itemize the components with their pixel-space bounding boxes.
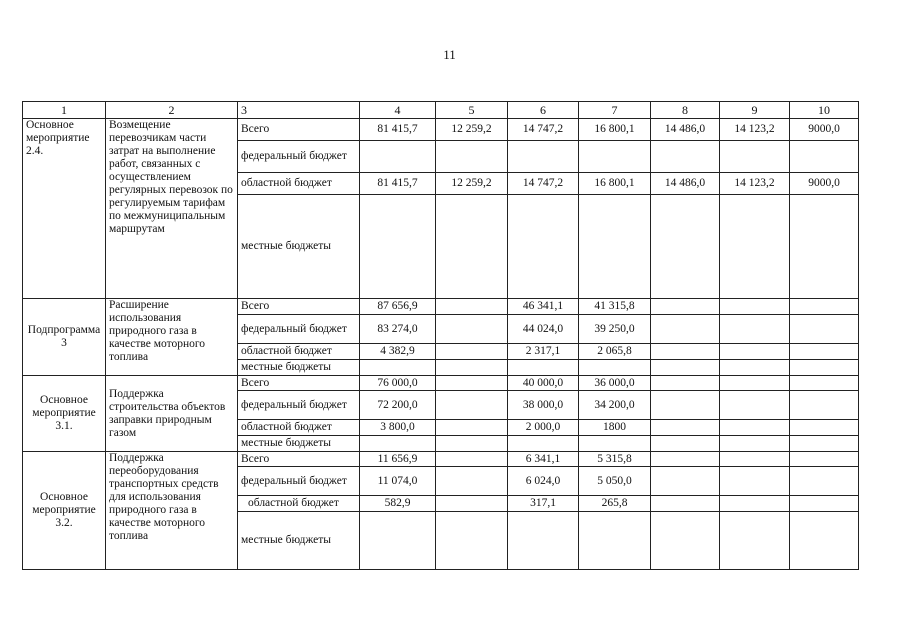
value-cell: [436, 436, 508, 452]
value-cell: [720, 512, 790, 570]
value-cell: [651, 496, 720, 512]
value-cell: 16 800,1: [579, 119, 651, 141]
funding-source: областной бюджет: [238, 344, 360, 360]
value-cell: [579, 141, 651, 173]
value-cell: 582,9: [360, 496, 436, 512]
value-cell: [436, 512, 508, 570]
value-cell: 34 200,0: [579, 391, 651, 420]
funding-source: местные бюджеты: [238, 512, 360, 570]
funding-source: областной бюджет: [238, 420, 360, 436]
value-cell: [720, 391, 790, 420]
value-cell: [508, 360, 579, 376]
funding-source: Всего: [238, 299, 360, 315]
value-cell: 14 747,2: [508, 173, 579, 195]
value-cell: [790, 420, 859, 436]
value-cell: [720, 436, 790, 452]
table-row: [23, 119, 859, 141]
value-cell: [436, 376, 508, 391]
header-cell: 1: [23, 102, 106, 119]
value-cell: 36 000,0: [579, 376, 651, 391]
value-cell: 39 250,0: [579, 315, 651, 344]
funding-source: федеральный бюджет: [238, 141, 360, 173]
value-cell: [720, 344, 790, 360]
value-cell: [508, 512, 579, 570]
value-cell: [651, 315, 720, 344]
value-cell: [790, 344, 859, 360]
value-cell: 38 000,0: [508, 391, 579, 420]
funding-source: Всего: [238, 452, 360, 467]
value-cell: [720, 420, 790, 436]
value-cell: [436, 467, 508, 496]
activity-name: Основное мероприятие 3.2.: [23, 452, 106, 570]
header-cell: 4: [360, 102, 436, 119]
value-cell: [508, 436, 579, 452]
value-cell: [436, 315, 508, 344]
value-cell: [790, 299, 859, 315]
value-cell: [651, 436, 720, 452]
value-cell: 14 123,2: [720, 119, 790, 141]
table-row: [23, 376, 859, 391]
value-cell: [436, 299, 508, 315]
funding-source: местные бюджеты: [238, 360, 360, 376]
value-cell: [579, 512, 651, 570]
value-cell: [436, 496, 508, 512]
value-cell: [790, 452, 859, 467]
value-cell: 6 341,1: [508, 452, 579, 467]
value-cell: [360, 512, 436, 570]
value-cell: [360, 436, 436, 452]
value-cell: 81 415,7: [360, 119, 436, 141]
value-cell: [720, 496, 790, 512]
value-cell: [651, 141, 720, 173]
value-cell: 14 486,0: [651, 173, 720, 195]
value-cell: [508, 141, 579, 173]
value-cell: 72 200,0: [360, 391, 436, 420]
value-cell: 16 800,1: [579, 173, 651, 195]
value-cell: 2 000,0: [508, 420, 579, 436]
value-cell: [790, 436, 859, 452]
value-cell: [720, 315, 790, 344]
value-cell: 44 024,0: [508, 315, 579, 344]
activity-description: Расширение использования природного газа в качестве моторного топлива: [106, 299, 238, 376]
activity-name: Подпрограмма 3: [23, 299, 106, 376]
value-cell: [436, 141, 508, 173]
value-cell: [651, 360, 720, 376]
value-cell: 81 415,7: [360, 173, 436, 195]
funding-source: федеральный бюджет: [238, 315, 360, 344]
value-cell: 76 000,0: [360, 376, 436, 391]
value-cell: 40 000,0: [508, 376, 579, 391]
value-cell: [790, 467, 859, 496]
value-cell: [790, 315, 859, 344]
header-cell: 8: [651, 102, 720, 119]
value-cell: [436, 344, 508, 360]
header-row: [23, 102, 859, 119]
budget-table: [22, 101, 859, 570]
activity-description: Поддержка строительства объектов заправки природным газом: [106, 376, 238, 452]
value-cell: 3 800,0: [360, 420, 436, 436]
value-cell: 4 382,9: [360, 344, 436, 360]
value-cell: 2 317,1: [508, 344, 579, 360]
value-cell: [720, 141, 790, 173]
value-cell: [360, 195, 436, 299]
value-cell: 83 274,0: [360, 315, 436, 344]
funding-source: Всего: [238, 119, 360, 141]
value-cell: [651, 467, 720, 496]
header-cell: 6: [508, 102, 579, 119]
activity-description: Возмещение перевозчикам части затрат на выполнение работ, связанных с осуществлением регулярных перевозок по регулируемым тарифам по межмуниципальным маршрутам: [106, 119, 238, 299]
value-cell: 46 341,1: [508, 299, 579, 315]
table-row: [23, 452, 859, 467]
value-cell: 9000,0: [790, 119, 859, 141]
value-cell: [651, 512, 720, 570]
value-cell: [720, 467, 790, 496]
value-cell: [651, 391, 720, 420]
activity-name: Основное мероприятие 3.1.: [23, 376, 106, 452]
value-cell: 41 315,8: [579, 299, 651, 315]
header-cell: 9: [720, 102, 790, 119]
page-number: 11: [443, 47, 456, 62]
value-cell: [651, 344, 720, 360]
header-cell: 10: [790, 102, 859, 119]
value-cell: 14 747,2: [508, 119, 579, 141]
value-cell: [360, 141, 436, 173]
value-cell: 11 656,9: [360, 452, 436, 467]
header-cell: 3: [238, 102, 360, 119]
value-cell: [790, 141, 859, 173]
activity-name: Основное мероприятие 2.4.: [23, 119, 106, 299]
value-cell: 14 486,0: [651, 119, 720, 141]
value-cell: [436, 452, 508, 467]
value-cell: [790, 496, 859, 512]
value-cell: [720, 299, 790, 315]
value-cell: [720, 452, 790, 467]
funding-source: областной бюджет: [238, 496, 360, 512]
value-cell: 1800: [579, 420, 651, 436]
funding-source: Всего: [238, 376, 360, 391]
funding-source: местные бюджеты: [238, 436, 360, 452]
header-cell: 5: [436, 102, 508, 119]
table-row: [23, 299, 859, 315]
value-cell: [651, 299, 720, 315]
header-cell: 2: [106, 102, 238, 119]
funding-source: федеральный бюджет: [238, 467, 360, 496]
value-cell: [436, 195, 508, 299]
value-cell: [651, 376, 720, 391]
value-cell: 317,1: [508, 496, 579, 512]
value-cell: [651, 195, 720, 299]
value-cell: [436, 360, 508, 376]
value-cell: 9000,0: [790, 173, 859, 195]
value-cell: [579, 360, 651, 376]
funding-source: федеральный бюджет: [238, 391, 360, 420]
value-cell: [579, 436, 651, 452]
value-cell: 265,8: [579, 496, 651, 512]
value-cell: [436, 420, 508, 436]
funding-source: областной бюджет: [238, 173, 360, 195]
value-cell: [508, 195, 579, 299]
value-cell: 2 065,8: [579, 344, 651, 360]
funding-source: местные бюджеты: [238, 195, 360, 299]
value-cell: 11 074,0: [360, 467, 436, 496]
value-cell: 12 259,2: [436, 173, 508, 195]
value-cell: [436, 391, 508, 420]
value-cell: [790, 360, 859, 376]
value-cell: 12 259,2: [436, 119, 508, 141]
value-cell: [790, 376, 859, 391]
value-cell: 87 656,9: [360, 299, 436, 315]
value-cell: [720, 376, 790, 391]
value-cell: [360, 360, 436, 376]
value-cell: 5 050,0: [579, 467, 651, 496]
value-cell: [790, 195, 859, 299]
value-cell: 5 315,8: [579, 452, 651, 467]
value-cell: [651, 420, 720, 436]
value-cell: [651, 452, 720, 467]
value-cell: 6 024,0: [508, 467, 579, 496]
header-cell: 7: [579, 102, 651, 119]
value-cell: 14 123,2: [720, 173, 790, 195]
value-cell: [720, 360, 790, 376]
value-cell: [790, 512, 859, 570]
activity-description: Поддержка переоборудования транспортных средств для использования природного газа в качестве моторного топлива: [106, 452, 238, 570]
value-cell: [579, 195, 651, 299]
value-cell: [790, 391, 859, 420]
value-cell: [720, 195, 790, 299]
